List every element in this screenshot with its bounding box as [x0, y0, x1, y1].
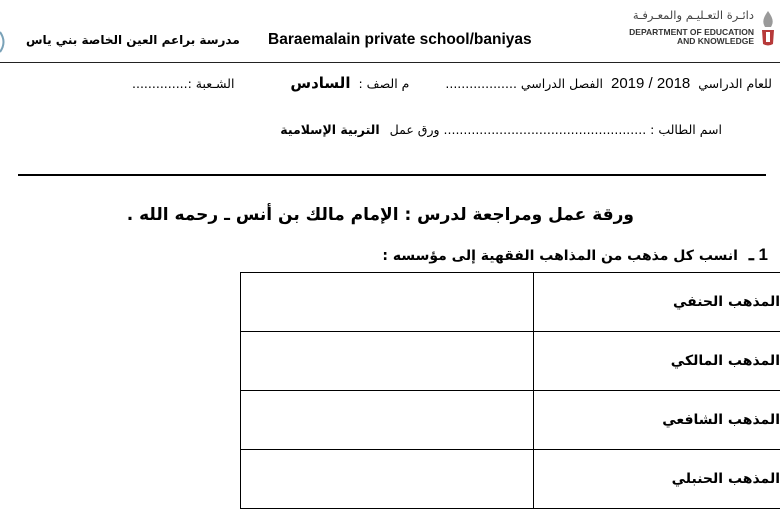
question-1 — [382, 245, 768, 265]
table-row — [241, 332, 780, 391]
madhhab-table — [240, 272, 780, 509]
madhhab-label: المذهب الحنبلي — [534, 450, 780, 509]
year-value: 2018 / 2019 — [611, 75, 690, 92]
department-name-ar: دائـرة التعـليـم والمعـرفـة — [633, 8, 754, 22]
grade-label: م الصف : — [358, 76, 409, 91]
founder-answer-cell[interactable] — [241, 273, 534, 332]
table-row — [241, 450, 780, 509]
worksheet-title: ورقة عمل ومراجعة لدرس : الإمام مالك بن أنس ـ رحمه الله . — [127, 205, 634, 225]
table-row — [241, 391, 780, 450]
madhhab-label: المذهب المالكي — [534, 332, 780, 391]
school-name-en: Baraemalain private school/baniyas — [268, 31, 532, 49]
corner-mark-icon — [0, 30, 8, 54]
department-name-en-line2: AND KNOWLEDGE — [629, 37, 754, 46]
section-divider — [18, 174, 766, 176]
section-field: الشـعبة :.............. — [132, 76, 234, 91]
worksheet-label: ورق عمل — [390, 122, 440, 137]
table-row — [241, 273, 780, 332]
year-label: للعام الدراسي — [698, 76, 772, 91]
question-number: 1 ـ — [749, 245, 768, 264]
student-name-field: اسم الطالب : ................................................... — [444, 122, 722, 137]
department-name-en-line1: DEPARTMENT OF EDUCATION — [629, 28, 754, 37]
founder-answer-cell[interactable] — [241, 450, 534, 509]
department-name-en — [629, 28, 754, 46]
madhhab-label: المذهب الشافعي — [534, 391, 780, 450]
subject-name: التربية الإسلامية — [280, 122, 379, 137]
madhhab-label: المذهب الحنفي — [534, 273, 780, 332]
department-logo — [575, 4, 780, 50]
school-name-ar: مدرسة براعم العين الخاصة بني ياس — [26, 33, 240, 47]
info-line-2 — [280, 122, 722, 137]
question-text: انسب كل مذهب من المذاهب الفقهية إلى مؤسسه : — [382, 248, 738, 264]
grade-value: السادس — [290, 74, 350, 92]
founder-answer-cell[interactable] — [241, 391, 534, 450]
semester-field: الفصل الدراسي .................. — [445, 76, 603, 91]
founder-answer-cell[interactable] — [241, 332, 534, 391]
info-line-1 — [132, 74, 772, 92]
header-divider — [0, 62, 780, 63]
emblem-icon — [758, 10, 778, 48]
